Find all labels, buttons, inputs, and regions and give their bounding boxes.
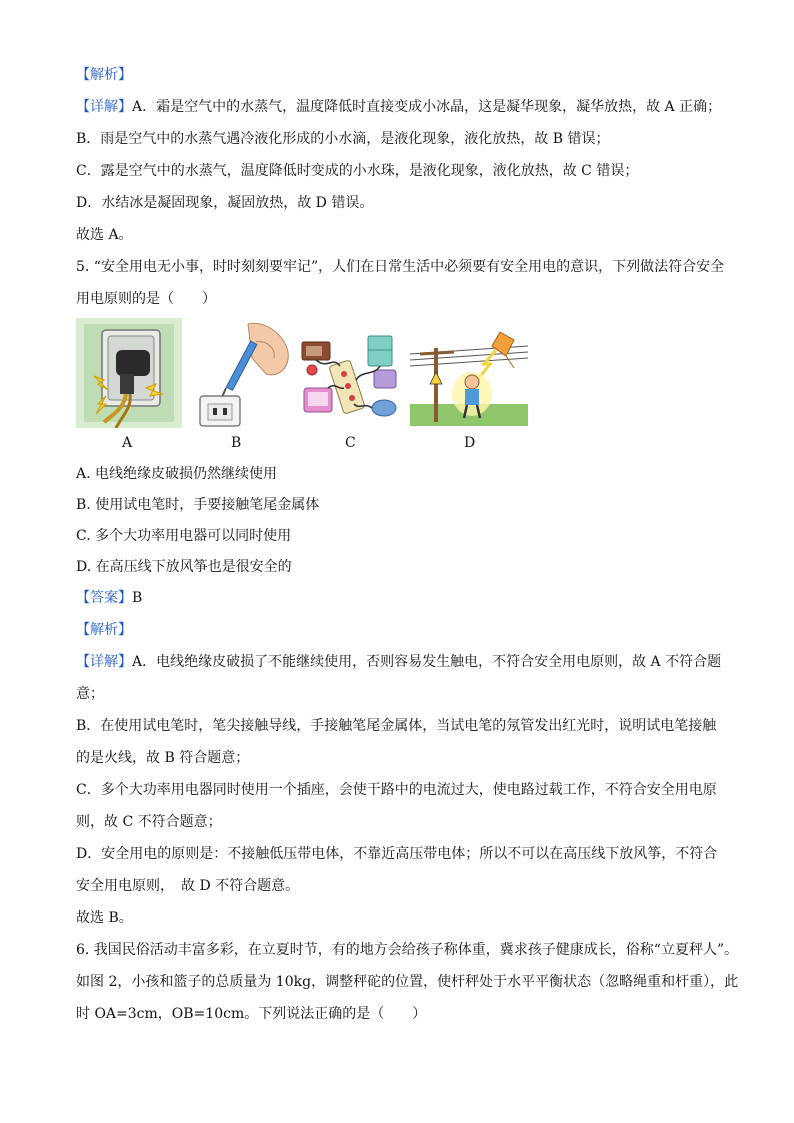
figure-b-label: B — [231, 435, 242, 451]
exp-line-d1: D．安全用电的原则是：不接触低压带电体，不靠近高压带电体；所以不可以在高压线下放风筝，不符合 — [76, 846, 718, 862]
figure-a-damaged-plug — [76, 318, 182, 428]
figure-d-kite-power-line — [410, 326, 528, 426]
question-6-stem-line3: 时 OA=3cm，OB=10cm。下列说法正确的是（ ） — [76, 1006, 427, 1022]
detail-tag-q5: 【详解】 — [76, 654, 132, 670]
question-6-stem-line2: 如图 2，小孩和篮子的总质量为 10kg，调整秤砣的位置，使杆秤处于水平平衡状态（忽略绳重和杆重），此 — [76, 974, 739, 990]
answer-tag: 【答案】 — [76, 590, 132, 606]
answer-value: B — [132, 590, 143, 606]
option-a: A. 电线绝缘皮破损仍然继续使用 — [76, 466, 278, 482]
exp-line-b2: 的是火线，故 B 符合题意； — [76, 750, 250, 766]
exp-line-c2: 则，故 C 不符合题意； — [76, 814, 222, 830]
answer-line — [76, 589, 142, 607]
exp-line-b1: B．在使用试电笔时，笔尖接触导线，手接触笔尾金属体，当试电笔的氖管发出红光时，说明试电笔接触 — [76, 718, 717, 734]
option-c: C. 多个大功率用电器可以同时使用 — [76, 528, 292, 544]
figure-d-label: D — [464, 435, 476, 451]
analysis-tag-q5: 【解析】 — [76, 622, 132, 638]
option-d: D. 在高压线下放风筝也是很安全的 — [76, 559, 292, 575]
detail-line-b: B．雨是空气中的水蒸气遇冷液化形成的小水滴，是液化现象，液化放热，故 B 错误； — [76, 131, 610, 147]
figure-b-test-pen — [192, 318, 292, 428]
figure-c-overloaded-strip — [298, 326, 402, 426]
exp-text-a1: A．电线绝缘皮破损了不能继续使用，否则容易发生触电，不符合安全用电原则，故 A 不符合题 — [132, 654, 722, 670]
option-b: B. 使用试电笔时，手要接触笔尾金属体 — [76, 497, 320, 513]
exp-line-a2: 意； — [76, 686, 104, 702]
question-5-stem-line2: 用电原则的是（ ） — [76, 291, 216, 307]
exp-line-c1: C．多个大功率用电器同时使用一个插座，会使干路中的电流过大，使电路过载工作，不符合安全用电原 — [76, 782, 717, 798]
detail-tag: 【详解】 — [76, 99, 132, 115]
analysis-tag: 【解析】 — [76, 67, 132, 83]
conclusion-q5: 故选 B。 — [76, 910, 133, 926]
question-6-stem-line1: 6. 我国民俗活动丰富多彩，在立夏时节，有的地方会给孩子称体重，冀求孩子健康成长，俗称“立夏秤人”。 — [76, 942, 739, 958]
conclusion: 故选 A。 — [76, 227, 133, 243]
figure-a-label: A — [122, 435, 133, 451]
detail-line-d: D．水结冰是凝固现象，凝固放热，故 D 错误。 — [76, 195, 374, 211]
exp-line-d2: 安全用电原则， 故 D 不符合题意。 — [76, 878, 300, 894]
figure-c-label: C — [345, 435, 356, 451]
detail-line-c: C．露是空气中的水蒸气，温度降低时变成的小水珠，是液化现象，液化放热，故 C 错误； — [76, 163, 639, 179]
exp-line-a1 — [76, 653, 721, 671]
detail-line-a — [76, 98, 721, 116]
detail-text-a: A．霜是空气中的水蒸气，温度降低时直接变成小冰晶，这是凝华现象，凝华放热，故 A 正确； — [132, 99, 722, 115]
question-5-stem-line1: 5. “安全用电无小事，时时刻刻要牢记”，人们在日常生活中必须要有安全用电的意识，下列做法符合安全 — [76, 259, 725, 275]
